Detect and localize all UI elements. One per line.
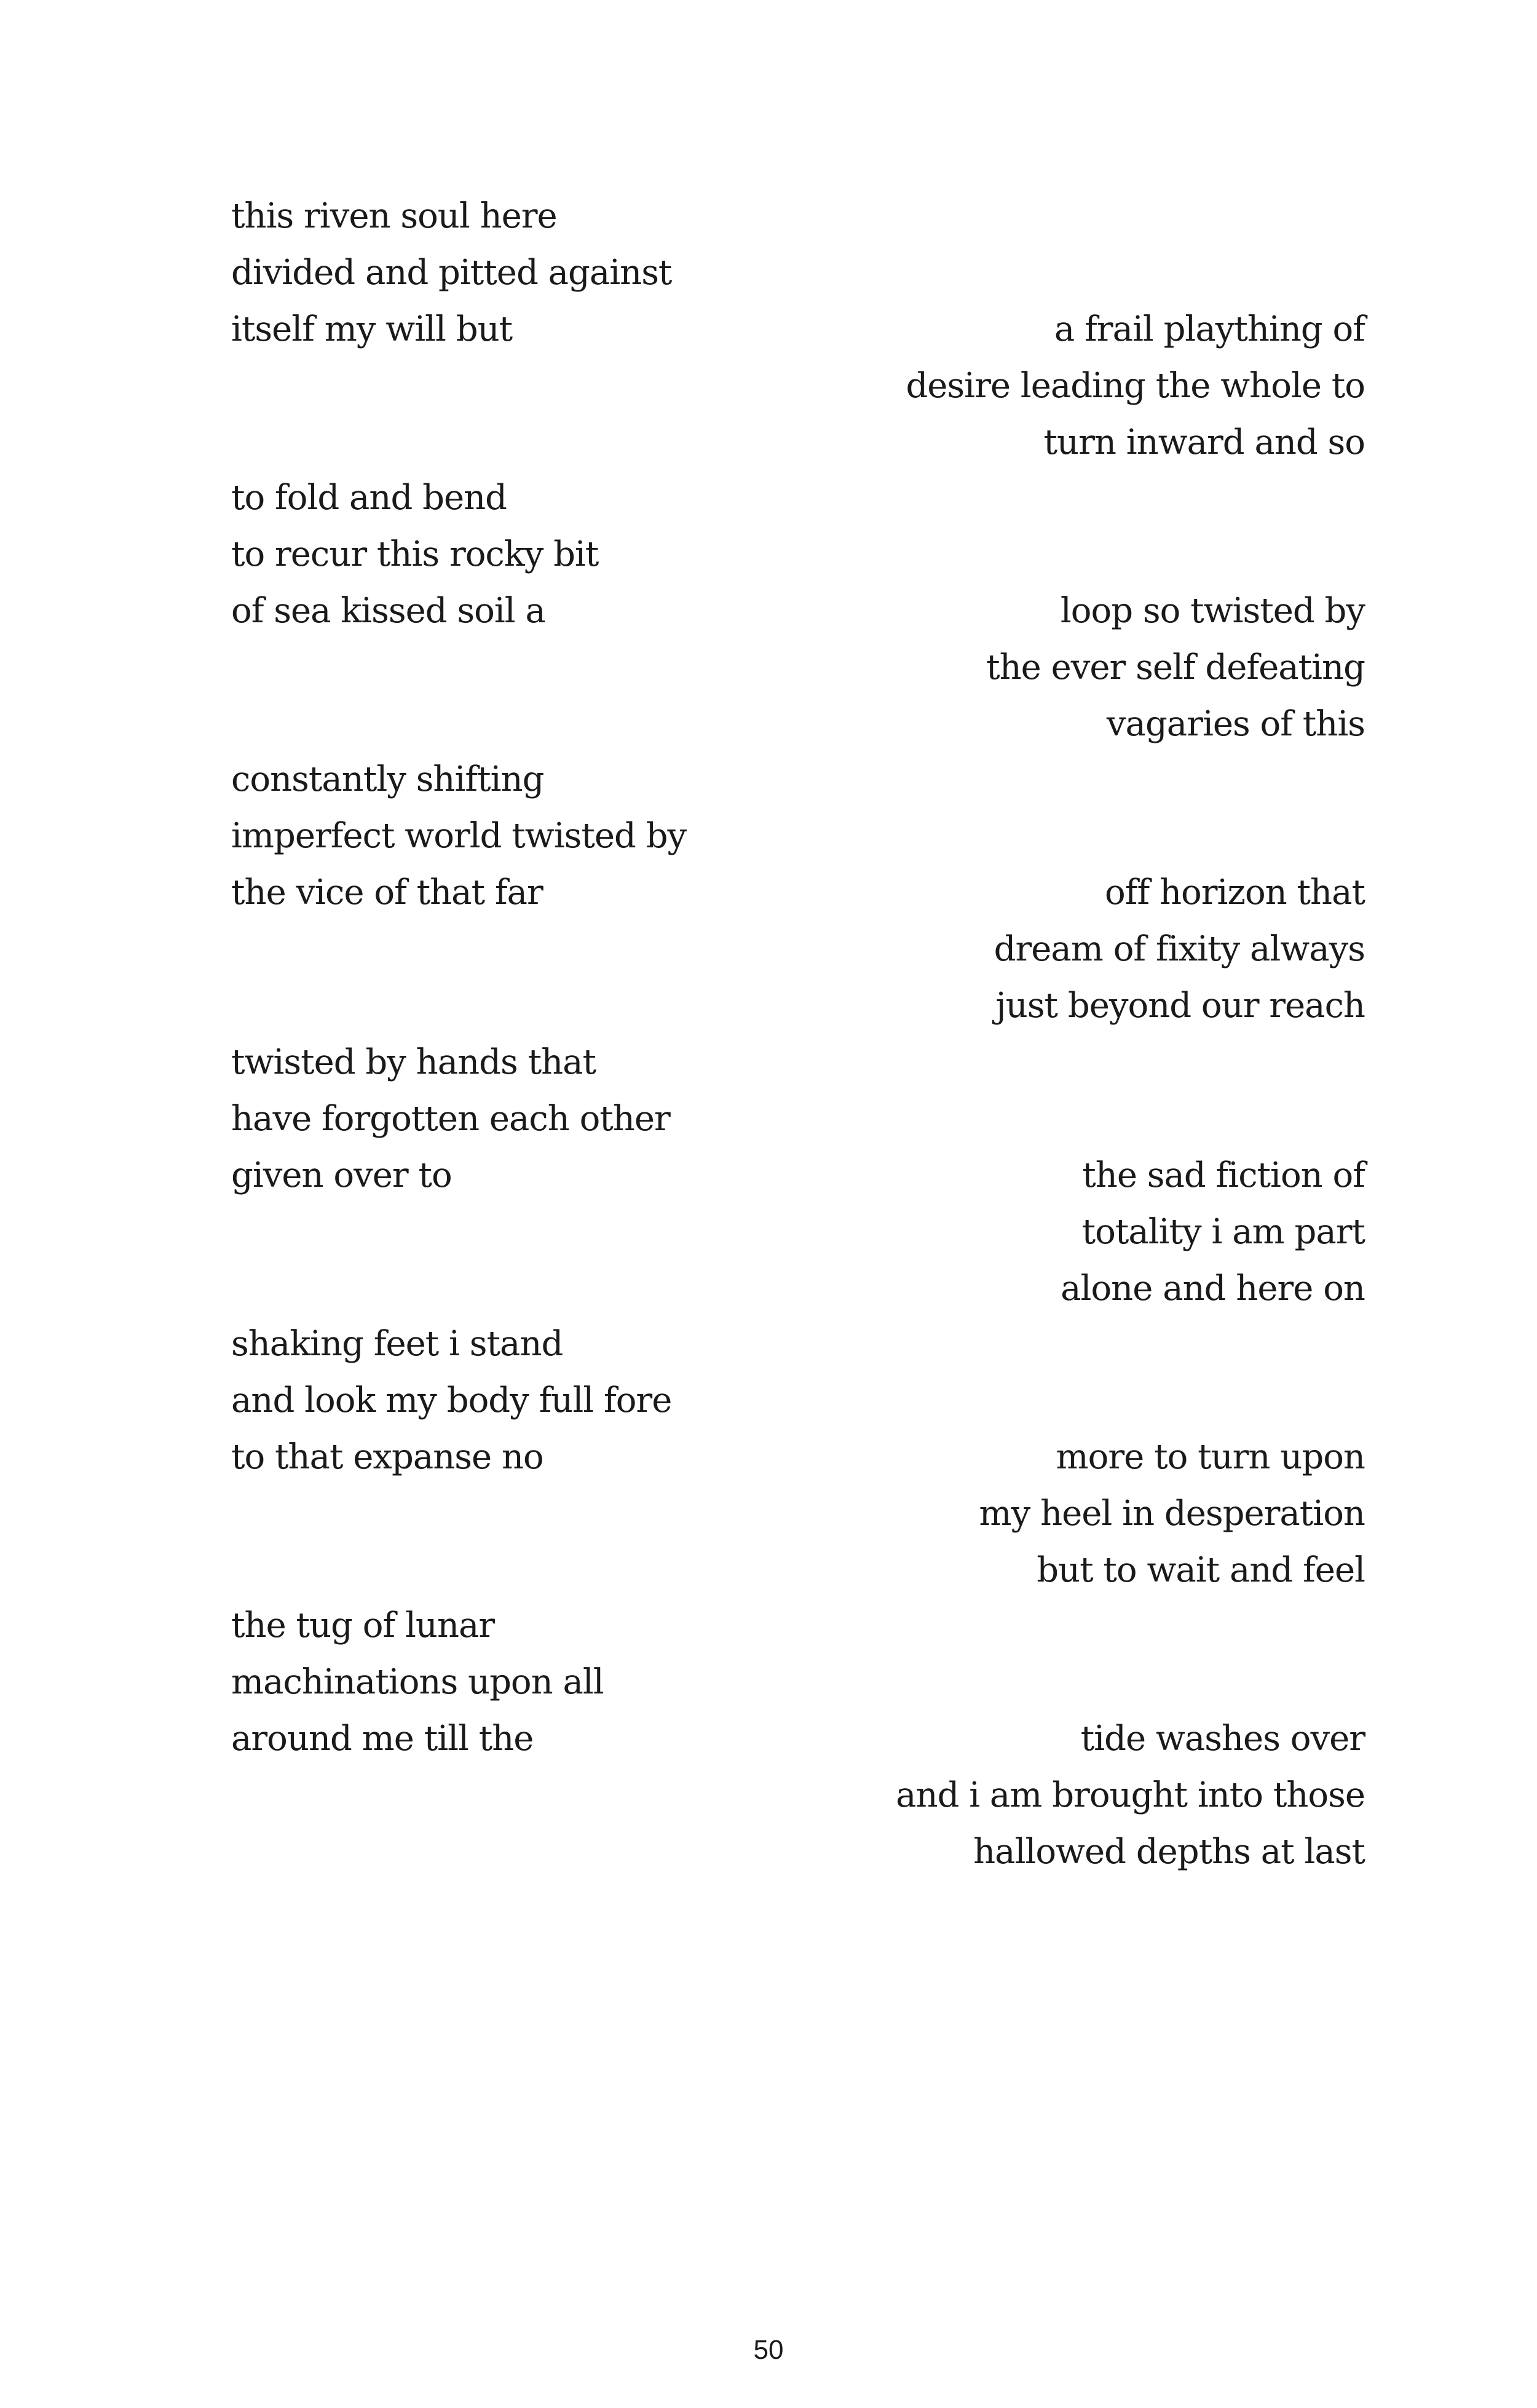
poem-line: my heel in desperation [979,1494,1365,1534]
poem-line: constantly shifting [231,759,544,799]
poem-line: given over to [231,1155,452,1195]
poem-line: divided and pitted against [231,253,672,293]
poem-line: have forgotten each other [231,1099,670,1139]
poem-line: to recur this rocky bit [231,534,599,574]
poem-line: turn inward and so [1043,422,1365,462]
right-stanza-3 [750,865,1365,1034]
poem-line: but to wait and feel [1037,1550,1365,1590]
poem-line: this riven soul here [231,196,557,236]
poem-line: the vice of that far [231,873,543,913]
poem-line: machinations upon all [231,1662,604,1702]
poem-line: dream of fixity always [994,929,1365,969]
poem-line: itself my will but [231,309,513,349]
right-stanza-2 [750,583,1365,753]
poem-line: desire leading the whole to [906,366,1365,406]
poem-line: tide washes over [1080,1719,1365,1759]
poem-line: of sea kissed soil a [231,591,545,631]
poem-line: the tug of lunar [231,1606,495,1646]
poem-line: just beyond our reach [995,986,1365,1026]
poem-line: more to turn upon [1056,1437,1365,1477]
poem-line: totality i am part [1081,1212,1365,1252]
poem-line: to fold and bend [231,478,507,518]
right-stanza-1 [750,301,1365,471]
poem-line: the sad fiction of [1082,1155,1365,1195]
poem-line: a frail plaything of [1054,309,1365,349]
right-stanza-5 [750,1429,1365,1599]
poem-line: off horizon that [1105,873,1365,913]
poem-line: imperfect world twisted by [231,816,687,856]
poem-line: around me till the [231,1719,534,1759]
poem-line: hallowed depths at last [973,1832,1365,1872]
page-number: 50 [753,2335,784,2365]
poem-line: twisted by hands that [231,1042,596,1082]
poem-line: shaking feet i stand [231,1324,563,1364]
poem-line: and i am brought into those [896,1775,1365,1815]
poem-line: to that expanse no [231,1437,543,1477]
poem-line: loop so twisted by [1060,591,1365,631]
poem-line: the ever self defeating [986,648,1365,687]
poem-line: alone and here on [1061,1269,1365,1309]
poem-line: vagaries of this [1106,704,1365,744]
poem-line: and look my body full fore [231,1380,672,1420]
right-stanza-4 [750,1147,1365,1317]
right-stanza-6 [750,1711,1365,1880]
